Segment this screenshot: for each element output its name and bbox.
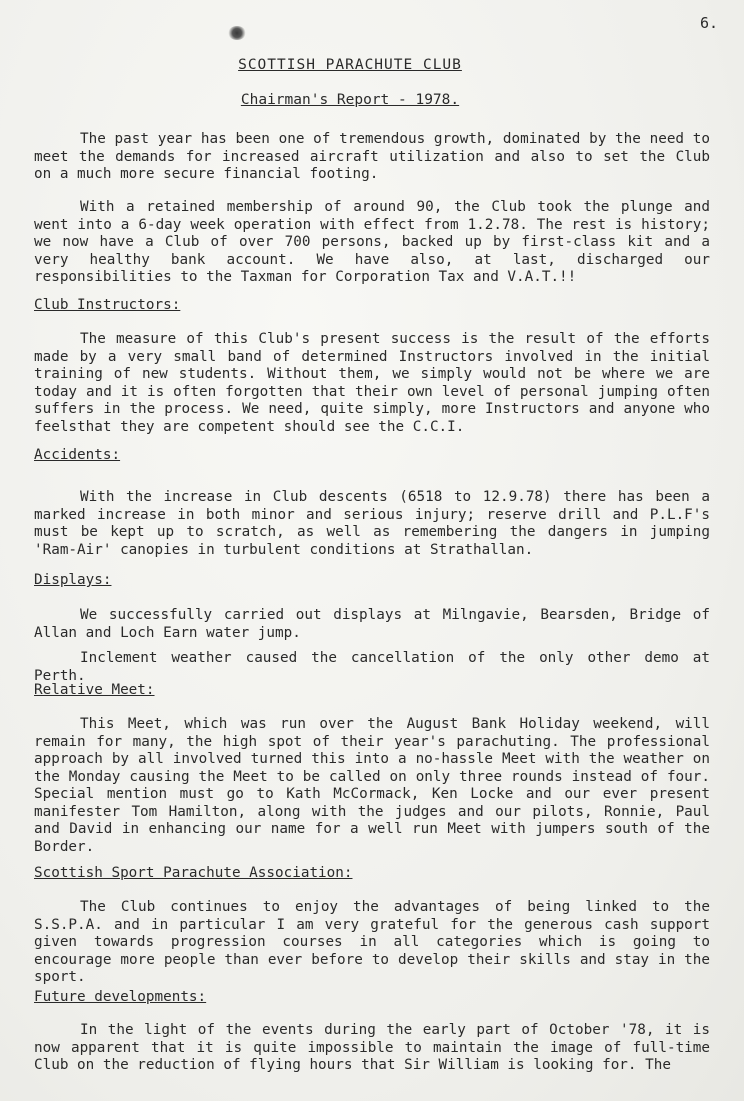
heading-accidents: Accidents: [34,447,121,463]
intro-paragraph-2: With a retained membership of around 90, the Club took the plunge and went into a 6-day week operation with effect from 1.2.78. The rest is history; we now have a Club of over 700 persons, backed up by first-class kit and a very healthy bank account. We have also, at last, discharged our responsibilities to the Taxman for Corporation Tax and V.A.T.!! [34,199,710,285]
paragraph-relative-meet: This Meet, which was run over the August Bank Holiday weekend, will remain for many, the high spot of their year's parachuting. The professional approach by all involved turned this into a no-hassle Meet with the weather on the Monday causing the Meet to be called on only three rounds instead of four. Special mention must go to Kath McCormack, Ken Locke and our ever present manifester Tom Hamilton, along with the judges and our pilots, Ronnie, Paul and David in enhancing our name for a well run Meet with jumpers south of the Border. [34,716,710,855]
heading-future-developments: Future developments: [34,989,207,1005]
paragraph-future-developments: In the light of the events during the early part of October '78, it is now apparent that it is quite impossible to maintain the image of full-time Club on the reduction of flying hours that Sir William is looking for. The [34,1022,710,1073]
page-number: 6. [700,14,719,32]
ink-smudge [228,26,246,40]
heading-club-instructors: Club Instructors: [34,297,181,313]
document-title: SCOTTISH PARACHUTE CLUB [238,57,462,73]
heading-relative-meet: Relative Meet: [34,682,155,698]
paragraph-accidents: With the increase in Club descents (6518 to 12.9.78) there has been a marked increase in both minor and serious injury; reserve drill and P.L.F's must be kept up to scratch, as well as remembering the dangers in jumping 'Ram-Air' canopies in turbulent conditions at Strathallan. [34,489,710,558]
paragraph-displays-2: Inclement weather caused the cancellation of the only other demo at Perth. [34,650,710,684]
report-subtitle: Chairman's Report - 1978. [240,92,460,108]
intro-paragraph-1: The past year has been one of tremendous growth, dominated by the need to meet the demands for increased aircraft utilization and also to set the Club on a much more secure financial footing. [34,131,710,182]
paragraph-sspa: The Club continues to enjoy the advantages of being linked to the S.S.P.A. and in particular I am very grateful for the generous cash support given towards progression courses in all categories which is going to encourage more people than ever before to develop their skills and stay in the sport. [34,899,710,985]
heading-sspa: Scottish Sport Parachute Association: [34,865,353,881]
heading-displays: Displays: [34,572,112,588]
paragraph-displays-1: We successfully carried out displays at Milngavie, Bearsden, Bridge of Allan and Loch Earn water jump. [34,607,710,641]
paragraph-club-instructors: The measure of this Club's present success is the result of the efforts made by a very small band of determined Instructors involved in the initial training of new students. Without them, we simply would not be where we are today and it is often forgotten that their own level of personal jumping often suffers in the process. We need, quite simply, more Instructors and anyone who feelsthat they are competent should see the C.C.I. [34,331,710,435]
